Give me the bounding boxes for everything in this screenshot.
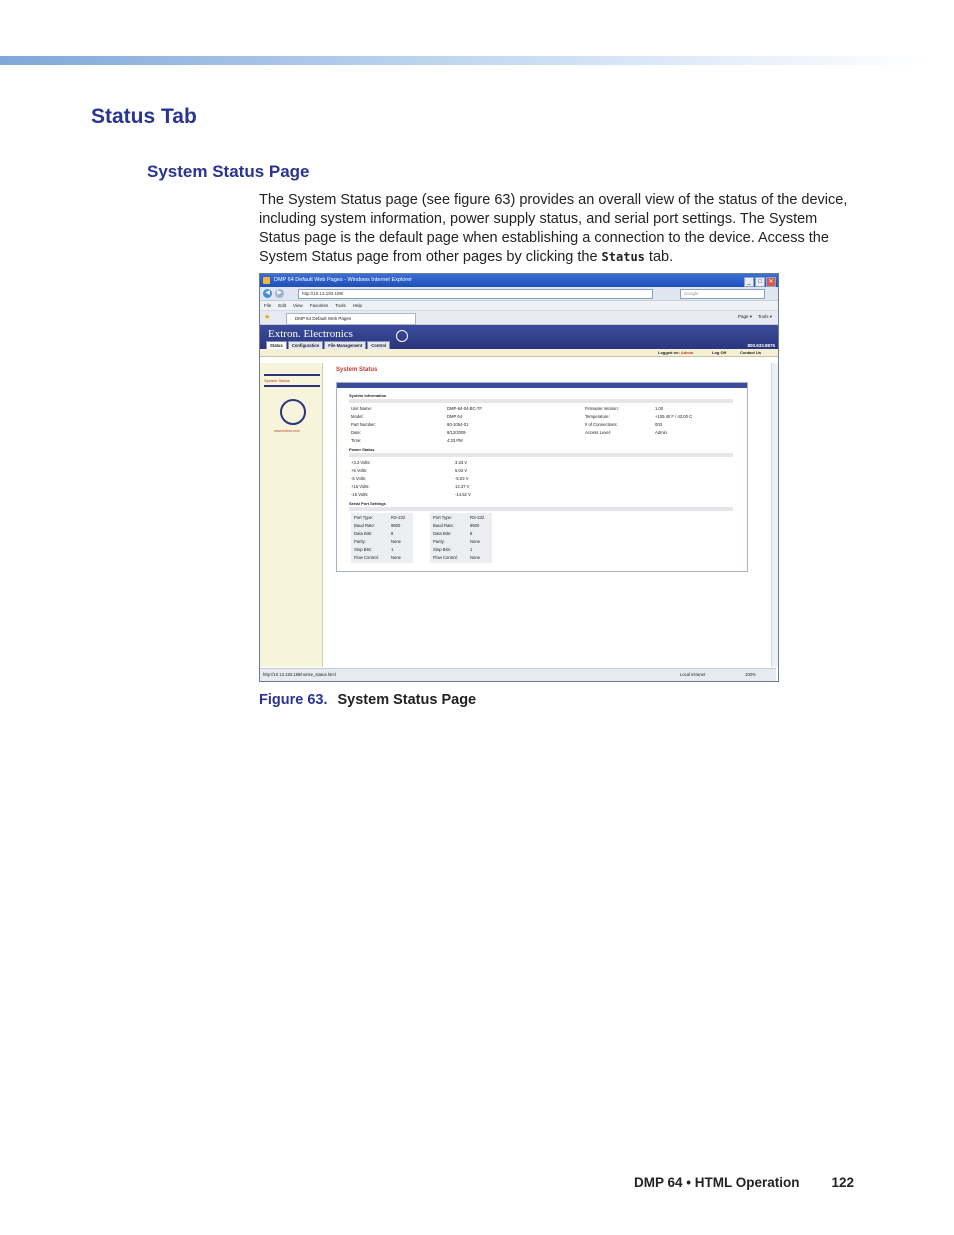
page-number: 122 <box>831 1175 855 1190</box>
search-input[interactable]: Google <box>680 289 765 299</box>
page-title: System Status <box>336 367 378 373</box>
status-code-word: Status <box>601 250 645 264</box>
browser-status-bar <box>260 668 776 681</box>
menu-favorites[interactable]: Favorites <box>309 303 329 308</box>
menu-tools[interactable]: Tools <box>335 303 346 308</box>
serial-port-2 <box>430 513 492 563</box>
serial-port-1 <box>351 513 413 563</box>
paragraph-text: The System Status page (see figure 63) provides an overall view of the status of the device, including system information, power supply status, and serial port settings. The System Status page is the default page when establishing a connection to the device. Access the System Status page from other pages by clicking the <box>259 192 848 265</box>
nav-item-system-status[interactable]: System Status <box>264 374 320 387</box>
port-row: Data Bits: 8 <box>433 531 473 536</box>
security-zone: Local intranet <box>680 672 706 677</box>
zoom-level[interactable]: 100% <box>745 672 756 677</box>
back-icon[interactable]: ◀ <box>263 289 272 298</box>
subsection-heading: System Status Page <box>147 162 310 181</box>
port-row: Baud Rate: 9600 <box>354 523 401 528</box>
port-row: Stop Bits: 1 <box>433 547 473 552</box>
ie-icon <box>263 277 270 284</box>
port-row: Parity: None <box>433 539 481 544</box>
divider <box>349 399 733 403</box>
nav-url-link[interactable]: www.extron.com <box>274 429 300 433</box>
address-bar <box>260 287 778 301</box>
port-row: Baud Rate: 9600 <box>433 523 480 528</box>
divider <box>349 507 733 511</box>
serial-settings-heading: Serial Port Settings <box>349 501 386 506</box>
figure-screenshot <box>259 273 779 682</box>
paragraph-text-end: tab. <box>644 249 674 265</box>
minimize-icon[interactable]: _ <box>744 277 754 287</box>
status-panel: System Information Unit Name: DMP-64-04-BC-7F Firmware Version: 1.00 Model: DMP 64 Temperature: +109.40 F / 43.00 C Part Number: 60-1054-01 # of Connections: 003 Date: 8/12/2009 Access Level: Admin Time: 4:33 PM Power Status +3.3 Volts: 3.33 V +5 Volts: 5.03 V -5 Volts: -5.03 V +15 Volts: 14.37 V -15 Volts: -14.52 V Serial Port Settings Port Type: RS-232 Baud Rate: 9600 Data Bits: 8 Parity: None Stop Bits: 1 Flow Control: None Port Type: RS-232 Baud Rate: 9600 Data Bits: 8 Parity: None Stop Bits: 1 Flow Control: None <box>336 382 748 572</box>
power-status-heading: Power Status <box>349 447 375 452</box>
page-content <box>260 363 776 667</box>
section-heading: Status Tab <box>91 105 197 128</box>
menu-bar <box>260 301 778 311</box>
port-row: Data Bits: 8 <box>354 531 394 536</box>
tab-file-management[interactable]: File Management <box>324 341 366 349</box>
logoff-link[interactable]: Log Off <box>712 350 727 355</box>
menu-help[interactable]: Help <box>352 303 363 308</box>
port-row: Flow Control: None <box>354 555 402 560</box>
system-info-heading: System Information <box>349 393 387 398</box>
tab-control[interactable]: Control <box>367 341 390 349</box>
menu-file[interactable]: File <box>264 303 272 308</box>
menu-edit[interactable]: Edit <box>278 303 287 308</box>
window-title: DMP 64 Default Web Pages - Windows Internet Explorer <box>274 277 412 283</box>
page-menu[interactable]: Page ▾ <box>737 314 752 319</box>
menu-view[interactable]: View <box>293 303 303 308</box>
tools-menu[interactable]: Tools ▾ <box>757 314 772 319</box>
site-brand: Extron. Electronics <box>268 328 353 340</box>
tab-status[interactable]: Status <box>266 341 287 349</box>
status-url: http://10.13.193.189/nortxe_status.html <box>263 672 336 677</box>
port-row: Port Type: RS-232 <box>354 515 406 520</box>
browser-tab-bar <box>260 311 778 325</box>
header-gradient-bar <box>0 56 930 65</box>
left-navigation <box>260 363 323 667</box>
vertical-scrollbar[interactable] <box>771 363 778 667</box>
panel-header-strip <box>337 383 747 388</box>
site-phone: 800.633.9876 <box>747 343 775 348</box>
window-titlebar <box>260 274 778 287</box>
page-footer <box>634 1175 854 1190</box>
body-paragraph <box>259 191 859 267</box>
footer-title: DMP 64 • HTML Operation <box>634 1175 800 1190</box>
browser-tab[interactable]: DMP 64 Default Web Pages <box>286 313 416 325</box>
main-panel <box>336 363 746 667</box>
extron-logo-icon <box>396 330 408 342</box>
login-bar <box>260 349 778 357</box>
port-row: Flow Control: None <box>433 555 481 560</box>
port-row: Stop Bits: 1 <box>354 547 394 552</box>
port-row: Parity: None <box>354 539 402 544</box>
figure-number: Figure 63. <box>259 692 328 708</box>
figure-title: System Status Page <box>337 692 477 708</box>
url-input[interactable]: http://10.13.193.189/ <box>298 289 653 299</box>
site-banner <box>260 325 778 349</box>
contact-us-link[interactable]: Contact Us <box>740 350 762 355</box>
figure-caption <box>259 692 476 708</box>
logged-on-info: Logged on: Admin <box>658 350 694 355</box>
extron-globe-icon <box>280 399 306 425</box>
tab-configuration[interactable]: Configuration <box>288 341 323 349</box>
favorites-star-icon[interactable]: ★ <box>264 314 271 321</box>
port-row: Port Type: RS-232 <box>433 515 485 520</box>
maximize-icon[interactable]: □ <box>755 277 765 287</box>
divider <box>349 453 733 457</box>
close-icon[interactable]: ✕ <box>766 277 776 287</box>
forward-icon[interactable]: ▶ <box>275 289 284 298</box>
site-tabs <box>266 341 391 349</box>
